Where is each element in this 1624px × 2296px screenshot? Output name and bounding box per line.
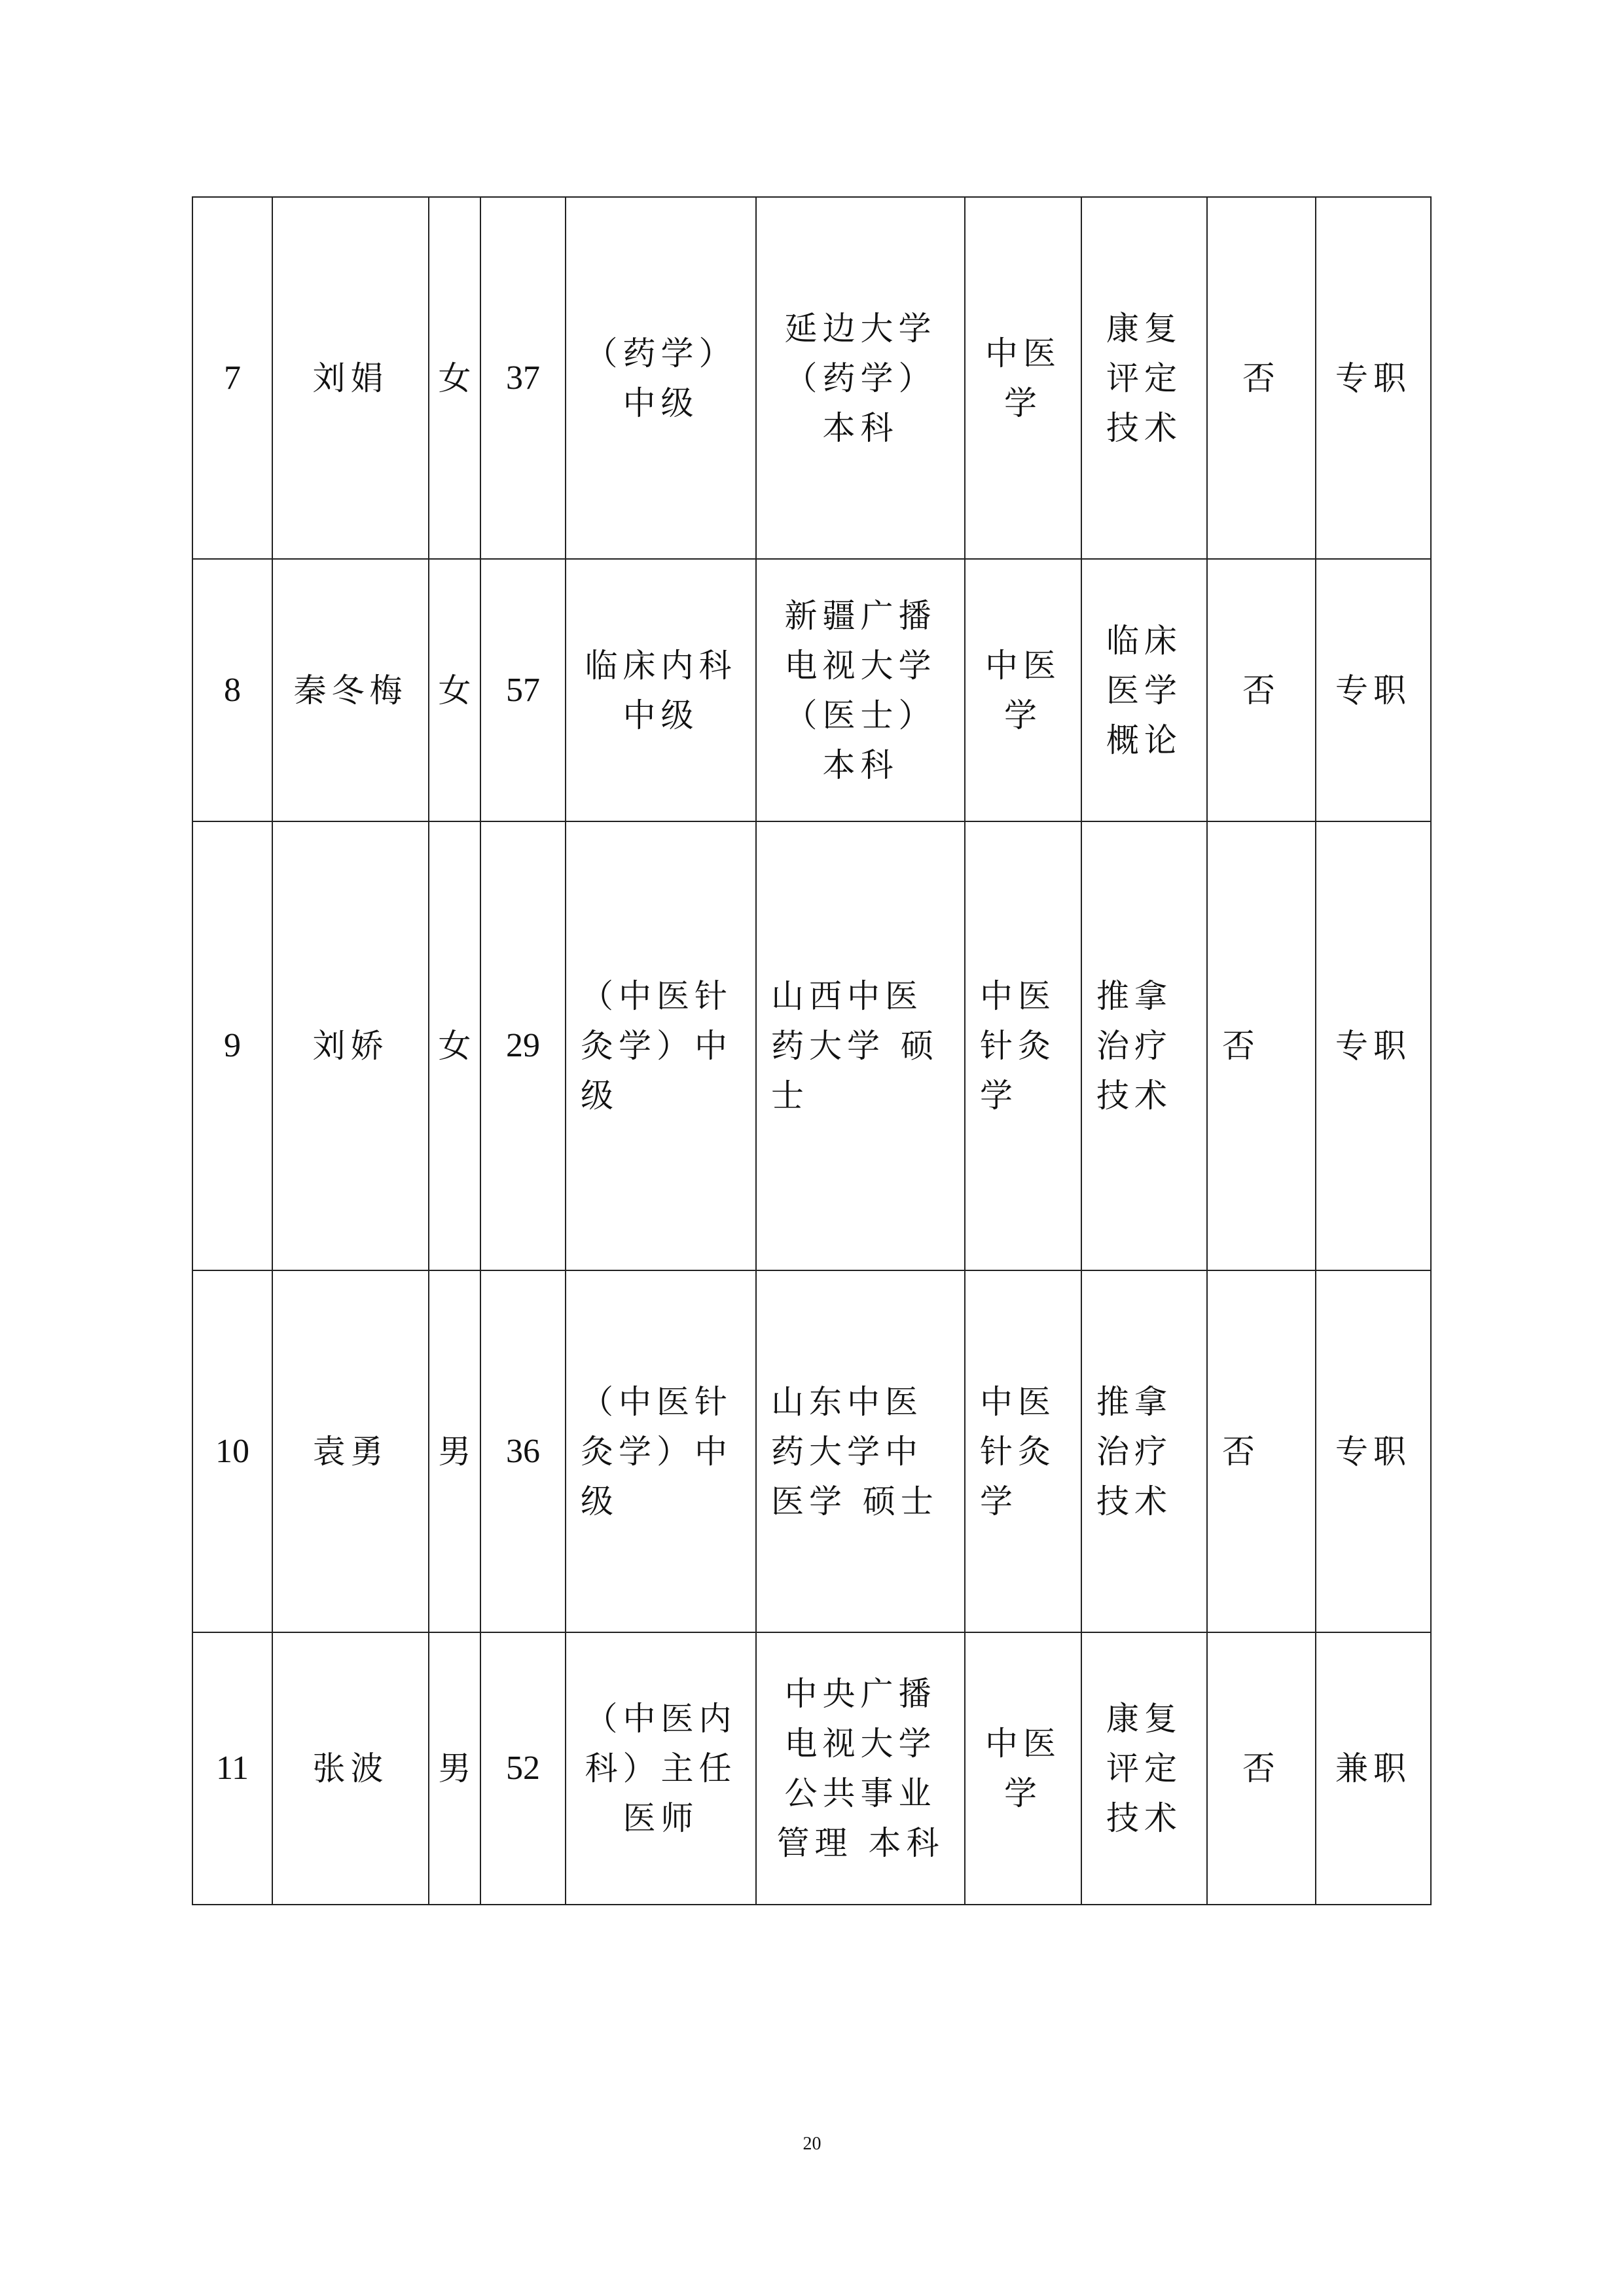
cell-name: 袁勇 [272,1270,429,1632]
cell-type: 兼职 [1316,1632,1431,1905]
cell-no: 11 [192,1632,272,1905]
cell-course: 康复 评定 技术 [1081,1632,1207,1905]
cell-other: 否 [1207,559,1316,821]
cell-education: 山西中医 药大学 硕 士 [756,821,965,1270]
cell-type: 专职 [1316,1270,1431,1632]
cell-education: 山东中医 药大学中 医学 硕士 [756,1270,965,1632]
cell-age: 52 [480,1632,566,1905]
cell-title: 临床内科 中级 [566,559,756,821]
cell-type: 专职 [1316,821,1431,1270]
cell-other: 否 [1207,1632,1316,1905]
cell-name: 秦冬梅 [272,559,429,821]
cell-type: 专职 [1316,197,1431,559]
cell-gender: 女 [429,197,480,559]
cell-course: 康复 评定 技术 [1081,197,1207,559]
cell-type: 专职 [1316,559,1431,821]
page-number: 20 [803,2134,821,2154]
cell-no: 8 [192,559,272,821]
cell-major: 中医 学 [965,1632,1081,1905]
cell-age: 37 [480,197,566,559]
staff-table [192,196,1432,1905]
cell-other: 否 [1207,821,1316,1270]
table-row [192,1270,1431,1632]
cell-course: 推拿 治疗 技术 [1081,821,1207,1270]
cell-age: 57 [480,559,566,821]
cell-age: 29 [480,821,566,1270]
table-row [192,197,1431,559]
cell-name: 张波 [272,1632,429,1905]
cell-no: 9 [192,821,272,1270]
cell-name: 刘娇 [272,821,429,1270]
cell-gender: 女 [429,821,480,1270]
cell-title: （中医内 科）主任 医师 [566,1632,756,1905]
cell-course: 临床 医学 概论 [1081,559,1207,821]
cell-gender: 男 [429,1270,480,1632]
table-row [192,1632,1431,1905]
cell-no: 7 [192,197,272,559]
cell-title: （中医针 灸学）中 级 [566,1270,756,1632]
cell-age: 36 [480,1270,566,1632]
cell-title: （中医针 灸学）中 级 [566,821,756,1270]
cell-name: 刘娟 [272,197,429,559]
table-row [192,559,1431,821]
cell-education: 新疆广播 电视大学 （医士） 本科 [756,559,965,821]
cell-other: 否 [1207,1270,1316,1632]
cell-no: 10 [192,1270,272,1632]
cell-course: 推拿 治疗 技术 [1081,1270,1207,1632]
cell-major: 中医 针灸 学 [965,821,1081,1270]
cell-title: （药学） 中级 [566,197,756,559]
cell-major: 中医 学 [965,197,1081,559]
cell-major: 中医 针灸 学 [965,1270,1081,1632]
cell-major: 中医 学 [965,559,1081,821]
cell-education: 中央广播 电视大学 公共事业 管理 本科 [756,1632,965,1905]
table-row [192,821,1431,1270]
cell-gender: 男 [429,1632,480,1905]
cell-other: 否 [1207,197,1316,559]
cell-gender: 女 [429,559,480,821]
cell-education: 延边大学 （药学） 本科 [756,197,965,559]
